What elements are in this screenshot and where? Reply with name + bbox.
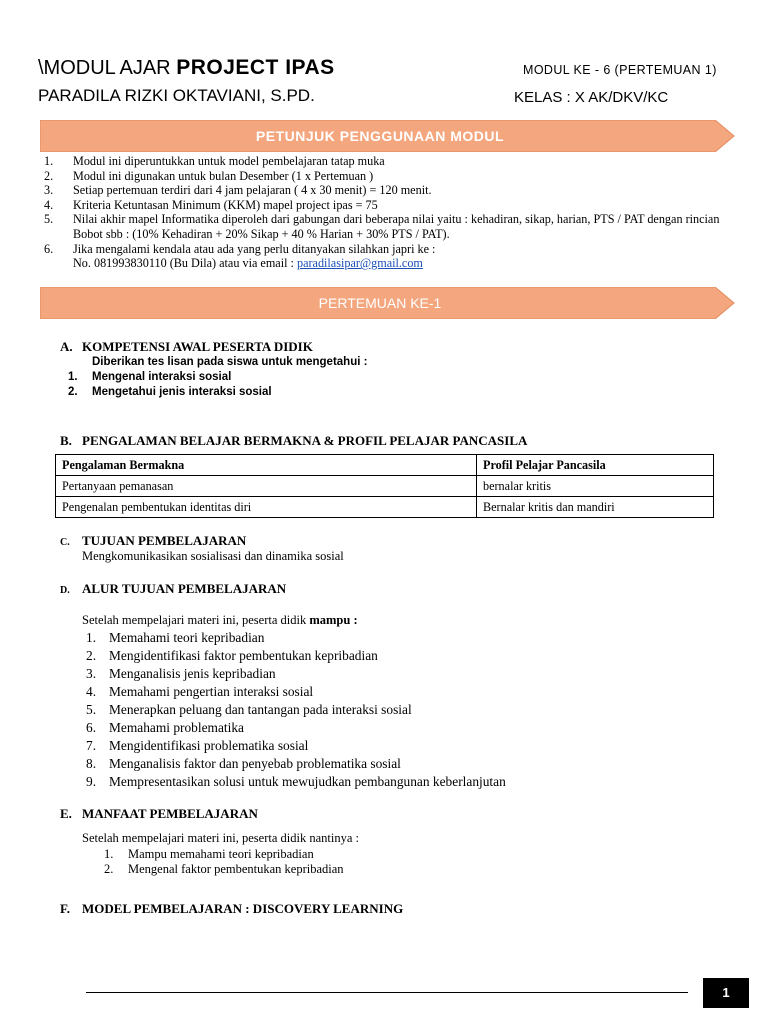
document-title bbox=[38, 56, 335, 80]
list-item: 1. Modul ini diperuntukkan untuk model pembelajaran tatap muka bbox=[44, 154, 385, 168]
list-item: 4. Memahami pengertian interaksi sosial bbox=[86, 684, 314, 699]
section-d-heading: D. ALUR TUJUAN PEMBELAJARAN bbox=[60, 581, 287, 596]
list-item: 3. Menganalisis jenis kepribadian bbox=[86, 666, 276, 681]
title-prefix: \MODUL AJAR bbox=[38, 57, 177, 79]
section-a-heading: A. KOMPETENSI AWAL PESERTA DIDIK bbox=[60, 339, 313, 354]
list-item: 6. Jika mengalami kendala atau ada yang perlu ditanyakan silahkan japri ke : No. 081993830110 (Bu Dila) atau via email : paradilasipar@gmail.com bbox=[44, 241, 436, 271]
author-name: PARADILA RIZKI OKTAVIANI, S.PD. bbox=[38, 86, 315, 105]
list-item: 7. Mengidentifikasi problematika sosial bbox=[86, 738, 309, 753]
email-link[interactable]: paradilasipar@gmail.com bbox=[296, 256, 423, 271]
section-c-text: Mengkomunikasikan sosialisasi dan dinamika sosial bbox=[82, 549, 344, 563]
class-label: KELAS : X AK/DKV/KC bbox=[514, 89, 669, 106]
list-item: 9. Mempresentasikan solusi untuk mewujudkan pembangunan keberlanjutan bbox=[86, 774, 506, 789]
petunjuk-list bbox=[38, 154, 728, 271]
section-f-heading: F. MODEL PEMBELAJARAN : DISCOVERY LEARNING bbox=[60, 901, 404, 916]
list-item: 1. Mengenal interaksi sosial bbox=[68, 371, 232, 383]
table-header: Pengalaman Bermakna bbox=[56, 455, 477, 476]
page-number: 1 bbox=[703, 978, 749, 1008]
list-item: 8. Menganalisis faktor dan penyebab problematika sosial bbox=[86, 756, 401, 771]
pengalaman-table bbox=[55, 454, 714, 518]
list-item: 1. Memahami teori kepribadian bbox=[86, 630, 265, 645]
list-item: 2. Mengenal faktor pembentukan kepribadian bbox=[104, 862, 344, 876]
list-item: 5. Menerapkan peluang dan tantangan pada interaksi sosial bbox=[86, 702, 412, 717]
banner-pertemuan bbox=[40, 287, 735, 319]
table-cell: bernalar kritis bbox=[477, 476, 714, 497]
section-d-intro: Setelah mempelajari materi ini, peserta didik mampu : bbox=[82, 613, 358, 627]
banner-petunjuk bbox=[40, 120, 735, 152]
section-a-list bbox=[68, 370, 272, 401]
title-main: PROJECT IPAS bbox=[176, 56, 335, 79]
section-e-heading: E. MANFAAT PEMBELAJARAN bbox=[60, 806, 258, 821]
table-header-row bbox=[56, 455, 714, 476]
list-item: 5. Nilai akhir mapel Informatika diperoleh dari gabungan dari beberapa nilai yaitu : kehadiran, sikap, harian, PTS / PAT dengan rincian Bobot sbb : (10% Kehadiran + 20% Sikap + 40 % Harian + 30% PTS / PAT). bbox=[44, 212, 720, 241]
banner-petunjuk-label: PETUNJUK PENGGUNAAN MODUL bbox=[255, 128, 505, 144]
list-item: 1. Mampu memahami teori kepribadian bbox=[104, 847, 314, 861]
footer-rule bbox=[86, 992, 688, 993]
table-row bbox=[56, 476, 714, 497]
list-item: 2. Mengetahui jenis interaksi sosial bbox=[68, 386, 272, 399]
list-item: 2. Mengidentifikasi faktor pembentukan kepribadian bbox=[86, 648, 378, 663]
table-cell: Pengenalan pembentukan identitas diri bbox=[56, 497, 477, 518]
module-number: MODUL KE - 6 (PERTEMUAN 1) bbox=[523, 63, 717, 77]
list-item: 4. Kriteria Ketuntasan Minimum (KKM) mapel project ipas = 75 bbox=[44, 197, 378, 212]
alur-tujuan-list bbox=[82, 629, 506, 791]
table-header: Profil Pelajar Pancasila bbox=[477, 455, 714, 476]
section-a-intro: Diberikan tes lisan pada siswa untuk mengetahui : bbox=[92, 356, 368, 368]
manfaat-list bbox=[104, 847, 344, 877]
list-item: 3. Setiap pertemuan terdiri dari 4 jam pelajaran ( 4 x 30 menit) = 120 menit. bbox=[44, 183, 432, 198]
section-b-heading: B. PENGALAMAN BELAJAR BERMAKNA & PROFIL PELAJAR PANCASILA bbox=[60, 433, 528, 448]
banner-pertemuan-label: PERTEMUAN KE-1 bbox=[318, 295, 442, 311]
table-row bbox=[56, 497, 714, 518]
table-cell: Pertanyaan pemanasan bbox=[56, 476, 477, 497]
section-c-heading: C. TUJUAN PEMBELAJARAN bbox=[60, 533, 247, 548]
table-cell: Bernalar kritis dan mandiri bbox=[477, 497, 714, 518]
list-item: 2. Modul ini digunakan untuk bulan Desember (1 x Pertemuan ) bbox=[44, 168, 374, 183]
list-item: 6. Memahami problematika bbox=[86, 720, 244, 735]
section-e-intro: Setelah mempelajari materi ini, peserta didik nantinya : bbox=[82, 831, 359, 845]
